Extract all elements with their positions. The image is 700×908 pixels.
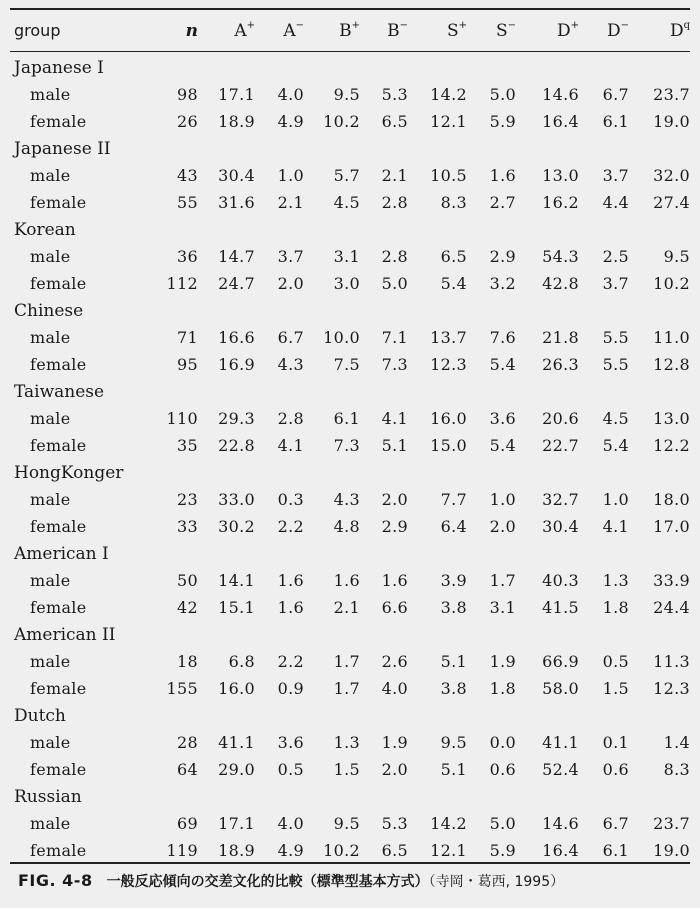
percentage-cell: 6.7 xyxy=(277,328,304,347)
percentage-cell: 2.6 xyxy=(381,652,408,671)
group-row xyxy=(14,216,690,243)
sample-size-cell: 28 xyxy=(177,733,198,752)
percentage-cell: 33.0 xyxy=(218,490,255,509)
table-row xyxy=(14,405,690,432)
percentage-cell: 42.8 xyxy=(542,274,579,293)
figure-caption xyxy=(18,871,688,891)
column-header-label: group xyxy=(14,21,61,40)
column-header-sign: + xyxy=(570,19,579,31)
percentage-cell: 1.9 xyxy=(489,652,516,671)
percentage-cell: 21.8 xyxy=(542,328,579,347)
column-header-label: A xyxy=(234,20,247,41)
percentage-cell: 10.2 xyxy=(653,274,690,293)
column-header-sign: + xyxy=(351,19,360,31)
percentage-cell: 30.4 xyxy=(218,166,255,185)
table-row xyxy=(14,837,690,864)
percentage-cell: 1.6 xyxy=(277,571,304,590)
percentage-cell: 30.2 xyxy=(218,517,255,536)
sample-size-cell: 95 xyxy=(177,355,198,374)
sample-size-cell: 110 xyxy=(166,409,198,428)
percentage-cell: 2.1 xyxy=(333,598,360,617)
table-row xyxy=(14,594,690,621)
percentage-cell: 16.2 xyxy=(542,193,579,212)
percentage-cell: 41.1 xyxy=(542,733,579,752)
percentage-cell: 12.3 xyxy=(653,679,690,698)
percentage-cell: 5.1 xyxy=(440,652,467,671)
percentage-cell: 14.2 xyxy=(430,85,467,104)
percentage-cell: 0.3 xyxy=(277,490,304,509)
percentage-cell: 2.2 xyxy=(277,652,304,671)
table-row xyxy=(14,486,690,513)
percentage-cell: 32.0 xyxy=(653,166,690,185)
percentage-cell: 17.1 xyxy=(218,814,255,833)
percentage-cell: 18.0 xyxy=(653,490,690,509)
percentage-cell: 3.1 xyxy=(333,247,360,266)
table-row xyxy=(14,162,690,189)
percentage-cell: 6.1 xyxy=(333,409,360,428)
table-row xyxy=(14,81,690,108)
percentage-cell: 5.4 xyxy=(489,355,516,374)
percentage-cell: 5.9 xyxy=(489,112,516,131)
sex-label: female xyxy=(30,841,87,860)
percentage-cell: 7.5 xyxy=(333,355,360,374)
sample-size-cell: 98 xyxy=(177,85,198,104)
sample-size-cell: 112 xyxy=(166,274,198,293)
sex-label: female xyxy=(30,193,87,212)
response-tendency-table xyxy=(14,10,690,864)
percentage-cell: 33.9 xyxy=(653,571,690,590)
percentage-cell: 10.5 xyxy=(430,166,467,185)
percentage-cell: 58.0 xyxy=(542,679,579,698)
group-name: American I xyxy=(14,543,109,564)
percentage-cell: 1.9 xyxy=(381,733,408,752)
percentage-cell: 6.7 xyxy=(602,85,629,104)
percentage-cell: 0.0 xyxy=(489,733,516,752)
sex-label: male xyxy=(30,328,71,347)
sex-label: female xyxy=(30,760,87,779)
percentage-cell: 3.7 xyxy=(277,247,304,266)
percentage-cell: 4.8 xyxy=(333,517,360,536)
table-row xyxy=(14,243,690,270)
percentage-cell: 3.2 xyxy=(489,274,516,293)
column-header xyxy=(304,10,360,51)
percentage-cell: 2.1 xyxy=(277,193,304,212)
percentage-cell: 9.5 xyxy=(333,85,360,104)
percentage-cell: 5.0 xyxy=(489,85,516,104)
column-header-label: D xyxy=(669,20,684,41)
column-header-label: D xyxy=(606,20,621,41)
table-row xyxy=(14,675,690,702)
sex-label: female xyxy=(30,679,87,698)
percentage-cell: 15.1 xyxy=(218,598,255,617)
column-header-label: B xyxy=(339,20,352,41)
percentage-cell: 4.5 xyxy=(602,409,629,428)
group-name: Japanese II xyxy=(14,138,111,159)
percentage-cell: 52.4 xyxy=(542,760,579,779)
percentage-cell: 14.2 xyxy=(430,814,467,833)
percentage-cell: 5.3 xyxy=(381,814,408,833)
percentage-cell: 6.6 xyxy=(381,598,408,617)
percentage-cell: 16.0 xyxy=(430,409,467,428)
percentage-cell: 9.5 xyxy=(663,247,690,266)
percentage-cell: 4.9 xyxy=(277,841,304,860)
sample-size-cell: 50 xyxy=(177,571,198,590)
percentage-cell: 3.6 xyxy=(277,733,304,752)
percentage-cell: 1.8 xyxy=(602,598,629,617)
percentage-cell: 1.0 xyxy=(277,166,304,185)
percentage-cell: 2.0 xyxy=(381,760,408,779)
percentage-cell: 7.3 xyxy=(381,355,408,374)
column-header xyxy=(255,10,304,51)
header-row xyxy=(14,10,690,51)
sample-size-cell: 42 xyxy=(177,598,198,617)
percentage-cell: 7.3 xyxy=(333,436,360,455)
sex-label: male xyxy=(30,247,71,266)
percentage-cell: 20.6 xyxy=(542,409,579,428)
percentage-cell: 3.9 xyxy=(440,571,467,590)
percentage-cell: 66.9 xyxy=(542,652,579,671)
percentage-cell: 15.0 xyxy=(430,436,467,455)
sample-size-cell: 64 xyxy=(177,760,198,779)
sample-size-cell: 26 xyxy=(177,112,198,131)
percentage-cell: 24.4 xyxy=(653,598,690,617)
percentage-cell: 2.5 xyxy=(602,247,629,266)
column-header-sign: − xyxy=(295,19,304,31)
percentage-cell: 1.3 xyxy=(333,733,360,752)
percentage-cell: 4.3 xyxy=(277,355,304,374)
percentage-cell: 5.5 xyxy=(602,328,629,347)
percentage-cell: 3.6 xyxy=(489,409,516,428)
sex-label: male xyxy=(30,571,71,590)
percentage-cell: 2.0 xyxy=(277,274,304,293)
group-row xyxy=(14,297,690,324)
table-row xyxy=(14,756,690,783)
sample-size-cell: 43 xyxy=(177,166,198,185)
percentage-cell: 16.4 xyxy=(542,841,579,860)
percentage-cell: 10.2 xyxy=(323,841,360,860)
sex-label: female xyxy=(30,274,87,293)
percentage-cell: 7.6 xyxy=(489,328,516,347)
sex-label: female xyxy=(30,517,87,536)
column-header xyxy=(579,10,629,51)
percentage-cell: 16.4 xyxy=(542,112,579,131)
percentage-cell: 2.9 xyxy=(381,517,408,536)
column-header-sign: + xyxy=(246,19,255,31)
group-name: Russian xyxy=(14,786,82,807)
column-header xyxy=(629,10,690,51)
column-header-sign: − xyxy=(620,19,629,31)
table-row xyxy=(14,324,690,351)
percentage-cell: 11.0 xyxy=(653,328,690,347)
percentage-cell: 18.9 xyxy=(218,841,255,860)
percentage-cell: 12.1 xyxy=(430,841,467,860)
percentage-cell: 2.7 xyxy=(489,193,516,212)
sample-size-cell: 55 xyxy=(177,193,198,212)
percentage-cell: 1.0 xyxy=(602,490,629,509)
percentage-cell: 7.7 xyxy=(440,490,467,509)
percentage-cell: 31.6 xyxy=(218,193,255,212)
figure-reference: （寺岡・葛西, 1995） xyxy=(428,874,565,890)
percentage-cell: 2.2 xyxy=(277,517,304,536)
percentage-cell: 13.7 xyxy=(430,328,467,347)
group-name: HongKonger xyxy=(14,462,124,483)
column-header-sign: − xyxy=(399,19,408,31)
group-row xyxy=(14,540,690,567)
percentage-cell: 5.1 xyxy=(440,760,467,779)
table-row xyxy=(14,810,690,837)
percentage-cell: 14.6 xyxy=(542,85,579,104)
percentage-cell: 8.3 xyxy=(440,193,467,212)
percentage-cell: 4.3 xyxy=(333,490,360,509)
percentage-cell: 6.1 xyxy=(602,841,629,860)
sex-label: female xyxy=(30,112,87,131)
sex-label: male xyxy=(30,490,71,509)
percentage-cell: 27.4 xyxy=(653,193,690,212)
table-row xyxy=(14,648,690,675)
percentage-cell: 1.8 xyxy=(489,679,516,698)
percentage-cell: 5.1 xyxy=(381,436,408,455)
percentage-cell: 17.0 xyxy=(653,517,690,536)
percentage-cell: 41.1 xyxy=(218,733,255,752)
percentage-cell: 54.3 xyxy=(542,247,579,266)
column-header-label: n xyxy=(185,20,198,41)
sample-size-cell: 18 xyxy=(177,652,198,671)
percentage-cell: 6.5 xyxy=(381,841,408,860)
percentage-cell: 12.8 xyxy=(653,355,690,374)
column-header-label: A xyxy=(283,20,296,41)
percentage-cell: 16.9 xyxy=(218,355,255,374)
percentage-cell: 30.4 xyxy=(542,517,579,536)
table-row xyxy=(14,432,690,459)
percentage-cell: 29.3 xyxy=(218,409,255,428)
percentage-cell: 4.1 xyxy=(381,409,408,428)
group-row xyxy=(14,135,690,162)
percentage-cell: 9.5 xyxy=(440,733,467,752)
percentage-cell: 1.0 xyxy=(489,490,516,509)
percentage-cell: 24.7 xyxy=(218,274,255,293)
percentage-cell: 17.1 xyxy=(218,85,255,104)
sex-label: female xyxy=(30,355,87,374)
percentage-cell: 6.4 xyxy=(440,517,467,536)
percentage-cell: 16.0 xyxy=(218,679,255,698)
percentage-cell: 0.5 xyxy=(602,652,629,671)
column-header xyxy=(408,10,467,51)
percentage-cell: 0.9 xyxy=(277,679,304,698)
column-header xyxy=(14,10,142,51)
group-row xyxy=(14,783,690,810)
group-row xyxy=(14,378,690,405)
percentage-cell: 5.7 xyxy=(333,166,360,185)
percentage-cell: 22.8 xyxy=(218,436,255,455)
group-name: Dutch xyxy=(14,705,66,726)
percentage-cell: 12.3 xyxy=(430,355,467,374)
group-name: Chinese xyxy=(14,300,84,321)
percentage-cell: 0.6 xyxy=(489,760,516,779)
column-header xyxy=(198,10,255,51)
group-row xyxy=(14,702,690,729)
column-header-label: B xyxy=(387,20,400,41)
table-row xyxy=(14,729,690,756)
column-header-sign: + xyxy=(458,19,467,31)
percentage-cell: 2.8 xyxy=(277,409,304,428)
sample-size-cell: 33 xyxy=(177,517,198,536)
column-header-label: S xyxy=(446,20,459,41)
percentage-cell: 14.1 xyxy=(218,571,255,590)
sex-label: male xyxy=(30,409,71,428)
table-row xyxy=(14,270,690,297)
group-row xyxy=(14,54,690,81)
percentage-cell: 1.5 xyxy=(602,679,629,698)
sample-size-cell: 119 xyxy=(166,841,198,860)
group-name: Taiwanese xyxy=(14,381,105,402)
column-header-sign: − xyxy=(507,19,516,31)
percentage-cell: 5.9 xyxy=(489,841,516,860)
percentage-cell: 2.1 xyxy=(381,166,408,185)
percentage-cell: 1.7 xyxy=(489,571,516,590)
percentage-cell: 1.4 xyxy=(663,733,690,752)
percentage-cell: 1.7 xyxy=(333,679,360,698)
sample-size-cell: 35 xyxy=(177,436,198,455)
percentage-cell: 14.6 xyxy=(542,814,579,833)
percentage-cell: 6.5 xyxy=(381,112,408,131)
group-name: American II xyxy=(14,624,116,645)
percentage-cell: 5.5 xyxy=(602,355,629,374)
percentage-cell: 2.8 xyxy=(381,247,408,266)
percentage-cell: 26.3 xyxy=(542,355,579,374)
percentage-cell: 10.2 xyxy=(323,112,360,131)
percentage-cell: 12.2 xyxy=(653,436,690,455)
table-row xyxy=(14,567,690,594)
percentage-cell: 12.1 xyxy=(430,112,467,131)
table-body xyxy=(14,51,690,864)
group-row xyxy=(14,459,690,486)
percentage-cell: 2.0 xyxy=(489,517,516,536)
figure-title: 一般反応傾向の交差文化的比較（標準型基本方式） xyxy=(106,874,429,890)
sex-label: male xyxy=(30,166,71,185)
sex-label: female xyxy=(30,436,87,455)
column-header xyxy=(142,10,198,51)
group-name: Japanese I xyxy=(14,57,104,78)
sample-size-cell: 36 xyxy=(177,247,198,266)
sample-size-cell: 69 xyxy=(177,814,198,833)
percentage-cell: 4.4 xyxy=(602,193,629,212)
percentage-cell: 1.6 xyxy=(489,166,516,185)
percentage-cell: 3.0 xyxy=(333,274,360,293)
sample-size-cell: 71 xyxy=(177,328,198,347)
percentage-cell: 23.7 xyxy=(653,85,690,104)
percentage-cell: 18.9 xyxy=(218,112,255,131)
percentage-cell: 19.0 xyxy=(653,112,690,131)
sex-label: male xyxy=(30,652,71,671)
sample-size-cell: 23 xyxy=(177,490,198,509)
percentage-cell: 1.7 xyxy=(333,652,360,671)
column-header xyxy=(516,10,579,51)
percentage-cell: 19.0 xyxy=(653,841,690,860)
percentage-cell: 5.0 xyxy=(381,274,408,293)
column-header xyxy=(360,10,408,51)
percentage-cell: 4.0 xyxy=(277,814,304,833)
table-row xyxy=(14,513,690,540)
group-row xyxy=(14,621,690,648)
percentage-cell: 2.0 xyxy=(381,490,408,509)
percentage-cell: 10.0 xyxy=(323,328,360,347)
percentage-cell: 1.3 xyxy=(602,571,629,590)
percentage-cell: 3.7 xyxy=(602,274,629,293)
percentage-cell: 13.0 xyxy=(653,409,690,428)
percentage-cell: 5.0 xyxy=(489,814,516,833)
sample-size-cell: 155 xyxy=(166,679,198,698)
column-header-label: D xyxy=(556,20,571,41)
percentage-cell: 5.4 xyxy=(602,436,629,455)
percentage-cell: 9.5 xyxy=(333,814,360,833)
percentage-cell: 32.7 xyxy=(542,490,579,509)
percentage-cell: 22.7 xyxy=(542,436,579,455)
percentage-cell: 4.1 xyxy=(602,517,629,536)
percentage-cell: 11.3 xyxy=(653,652,690,671)
percentage-cell: 3.7 xyxy=(602,166,629,185)
percentage-cell: 6.8 xyxy=(228,652,255,671)
column-header-label: S xyxy=(495,20,508,41)
percentage-cell: 41.5 xyxy=(542,598,579,617)
percentage-cell: 3.8 xyxy=(440,598,467,617)
percentage-cell: 3.1 xyxy=(489,598,516,617)
percentage-cell: 40.3 xyxy=(542,571,579,590)
percentage-cell: 5.4 xyxy=(440,274,467,293)
percentage-cell: 0.1 xyxy=(602,733,629,752)
percentage-cell: 2.9 xyxy=(489,247,516,266)
percentage-cell: 1.6 xyxy=(333,571,360,590)
percentage-cell: 23.7 xyxy=(653,814,690,833)
table-row xyxy=(14,351,690,378)
group-name: Korean xyxy=(14,219,76,240)
percentage-cell: 1.6 xyxy=(277,598,304,617)
percentage-cell: 8.3 xyxy=(663,760,690,779)
sex-label: male xyxy=(30,85,71,104)
percentage-cell: 7.1 xyxy=(381,328,408,347)
sex-label: female xyxy=(30,598,87,617)
percentage-cell: 6.5 xyxy=(440,247,467,266)
sex-label: male xyxy=(30,814,71,833)
percentage-cell: 29.0 xyxy=(218,760,255,779)
percentage-cell: 6.7 xyxy=(602,814,629,833)
percentage-cell: 3.8 xyxy=(440,679,467,698)
percentage-cell: 13.0 xyxy=(542,166,579,185)
table-row xyxy=(14,189,690,216)
percentage-cell: 4.1 xyxy=(277,436,304,455)
percentage-cell: 14.7 xyxy=(218,247,255,266)
percentage-cell: 4.5 xyxy=(333,193,360,212)
percentage-cell: 0.6 xyxy=(602,760,629,779)
percentage-cell: 4.0 xyxy=(381,679,408,698)
table-row xyxy=(14,108,690,135)
sex-label: male xyxy=(30,733,71,752)
percentage-cell: 1.6 xyxy=(381,571,408,590)
percentage-cell: 5.3 xyxy=(381,85,408,104)
column-header-sign: q xyxy=(683,19,690,31)
figure-number: FIG. 4-8 xyxy=(18,871,93,890)
percentage-cell: 4.9 xyxy=(277,112,304,131)
percentage-cell: 16.6 xyxy=(218,328,255,347)
percentage-cell: 2.8 xyxy=(381,193,408,212)
percentage-cell: 1.5 xyxy=(333,760,360,779)
column-header xyxy=(467,10,516,51)
percentage-cell: 4.0 xyxy=(277,85,304,104)
percentage-cell: 6.1 xyxy=(602,112,629,131)
percentage-cell: 5.4 xyxy=(489,436,516,455)
percentage-cell: 0.5 xyxy=(277,760,304,779)
